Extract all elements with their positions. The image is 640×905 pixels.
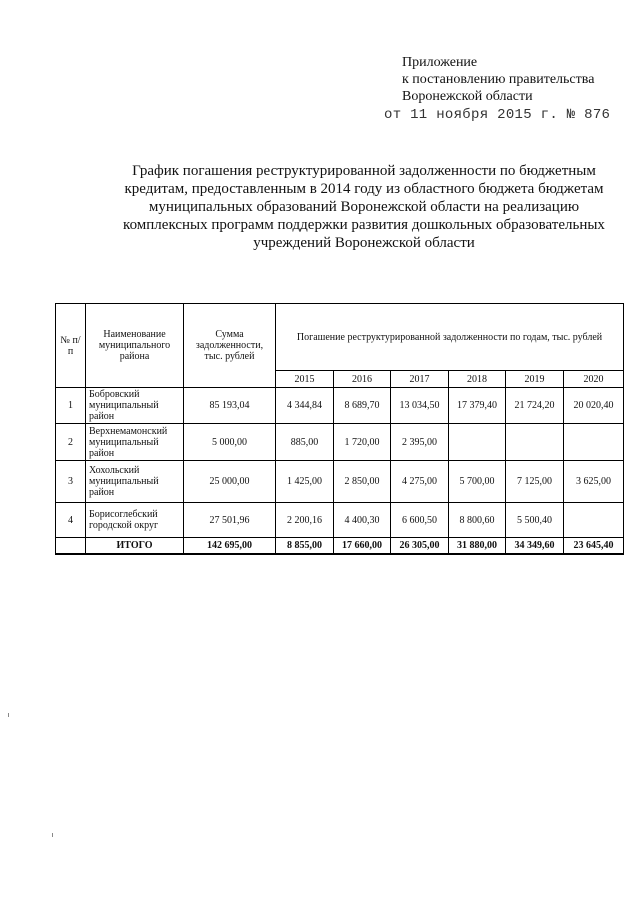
row-value: 6 600,50	[391, 503, 449, 538]
row-value	[506, 424, 564, 461]
year-2018: 2018	[449, 371, 506, 388]
table-row	[56, 424, 624, 461]
row-value: 2 395,00	[391, 424, 449, 461]
row-value: 4 344,84	[276, 388, 334, 424]
document-title	[104, 162, 624, 252]
row-value: 13 034,50	[391, 388, 449, 424]
row-value: 5 700,00	[449, 461, 506, 503]
header-sum: Сумма задолженности, тыс. рублей	[184, 304, 276, 388]
appendix-line-2: к постановлению правительства	[402, 72, 595, 87]
row-value	[564, 424, 624, 461]
title-line-3: муниципальных образований Воронежской области на реализацию	[148, 199, 580, 215]
total-row	[56, 538, 624, 555]
date-number-stamp: от 11 ноября 2015 г. № 876	[384, 107, 611, 123]
repayment-schedule-table	[55, 303, 624, 555]
row-sum: 25 000,00	[184, 461, 276, 503]
title-line-5: учреждений Воронежской области	[253, 235, 475, 251]
row-value: 1 425,00	[276, 461, 334, 503]
year-2015: 2015	[276, 371, 334, 388]
header-name: Наименование муниципального района	[86, 304, 184, 388]
row-value: 885,00	[276, 424, 334, 461]
title-line-4: комплексных программ поддержки развития дошкольных образовательных	[123, 217, 605, 233]
row-num: 4	[56, 503, 86, 538]
table-row	[56, 461, 624, 503]
year-2017: 2017	[391, 371, 449, 388]
table-row	[56, 388, 624, 424]
row-name: Хохольский муниципальный район	[86, 461, 184, 503]
row-value: 4 275,00	[391, 461, 449, 503]
appendix-line-1: Приложение	[402, 55, 478, 70]
row-sum: 5 000,00	[184, 424, 276, 461]
row-value: 20 020,40	[564, 388, 624, 424]
row-num: 1	[56, 388, 86, 424]
scan-artifact-mark	[8, 713, 9, 717]
title-line-1: График погашения реструктурированной задолженности по бюджетным	[132, 163, 596, 179]
row-value	[449, 424, 506, 461]
row-name: Бобровский муниципальный район	[86, 388, 184, 424]
row-num: 2	[56, 424, 86, 461]
row-name: Борисоглебский городской округ	[86, 503, 184, 538]
row-name: Верхнемамонский муниципальный район	[86, 424, 184, 461]
total-value: 26 305,00	[391, 538, 449, 555]
total-value: 17 660,00	[334, 538, 391, 555]
row-sum: 85 193,04	[184, 388, 276, 424]
total-value: 31 880,00	[449, 538, 506, 555]
row-value: 8 800,60	[449, 503, 506, 538]
total-label: ИТОГО	[86, 538, 184, 555]
header-repayment: Погашение реструктурированной задолженности по годам, тыс. рублей	[276, 304, 624, 371]
row-value	[564, 503, 624, 538]
row-num: 3	[56, 461, 86, 503]
scan-artifact-mark	[52, 833, 53, 837]
row-value: 7 125,00	[506, 461, 564, 503]
row-value: 5 500,40	[506, 503, 564, 538]
year-2019: 2019	[506, 371, 564, 388]
row-value: 4 400,30	[334, 503, 391, 538]
header-num: № п/п	[56, 304, 86, 388]
appendix-block	[402, 54, 594, 105]
row-value: 8 689,70	[334, 388, 391, 424]
row-value: 2 850,00	[334, 461, 391, 503]
total-sum: 142 695,00	[184, 538, 276, 555]
total-value: 8 855,00	[276, 538, 334, 555]
row-value: 2 200,16	[276, 503, 334, 538]
year-2020: 2020	[564, 371, 624, 388]
appendix-line-3: Воронежской области	[402, 89, 533, 104]
row-value: 3 625,00	[564, 461, 624, 503]
row-sum: 27 501,96	[184, 503, 276, 538]
row-value: 21 724,20	[506, 388, 564, 424]
row-value: 17 379,40	[449, 388, 506, 424]
total-value: 34 349,60	[506, 538, 564, 555]
row-value: 1 720,00	[334, 424, 391, 461]
table-row	[56, 503, 624, 538]
title-line-2: кредитам, предоставленным в 2014 году из областного бюджета бюджетам	[124, 181, 604, 197]
year-2016: 2016	[334, 371, 391, 388]
total-value: 23 645,40	[564, 538, 624, 555]
total-num-empty	[56, 538, 86, 555]
